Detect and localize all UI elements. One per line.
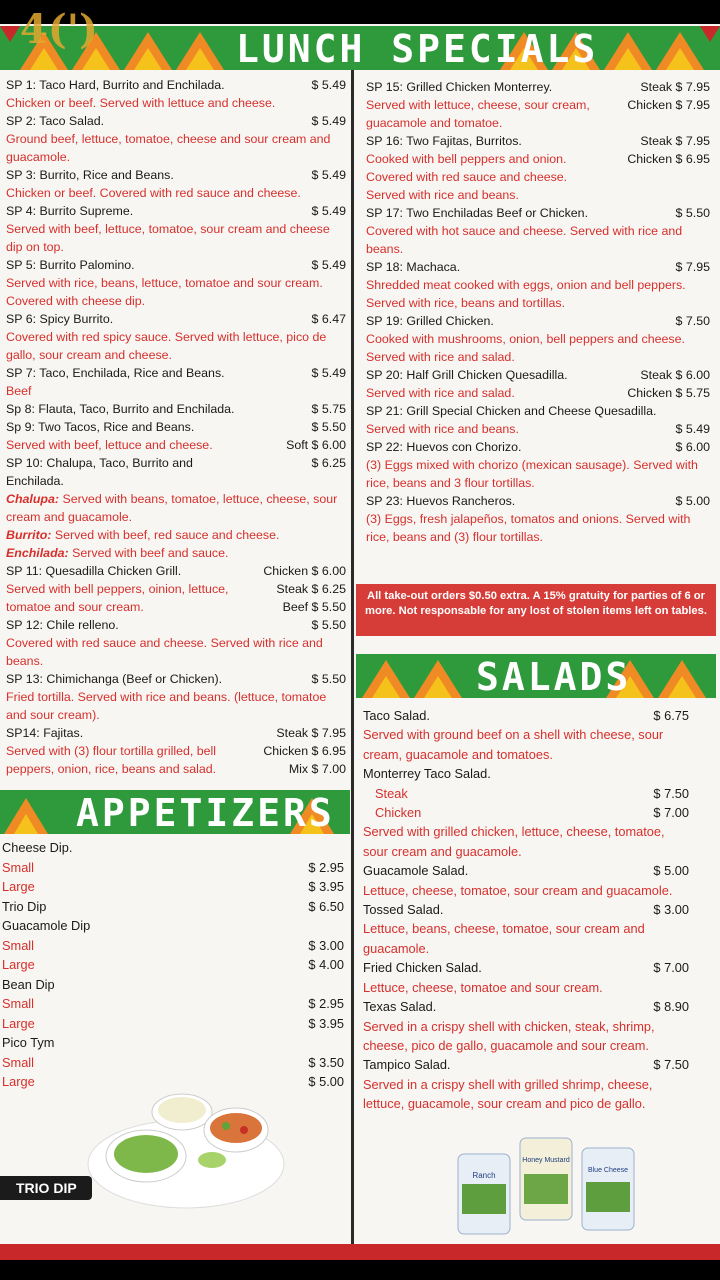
item-sub-label: Burrito: [6,528,52,542]
appetizer-name: Pico Tym [2,1035,55,1050]
item-price: $ 5.00 [675,494,710,508]
appetizer-name: Bean Dip [2,976,55,992]
bottle-label-ranch: Ranch [472,1171,496,1180]
appetizer-name: Small [2,1054,34,1070]
appetizer-name: Large [2,879,35,894]
item-description: Served with rice and salad. [366,386,515,400]
item-name: SP 20: Half Grill Chicken Quesadilla. [366,368,568,382]
item-description: Chicken or beef. Covered with red sauce and cheese. [6,186,301,200]
item-name: SP 2: Taco Salad. [6,114,105,128]
salad-option-price: $ 7.00 [653,805,689,821]
menu-item [6,724,346,778]
menu-item [6,256,346,310]
salad-name: Monterrey Taco Salad. [363,766,491,782]
menu-item [366,492,710,546]
menu-item [6,454,346,562]
salad-item [363,958,689,997]
item-price: $ 5.75 [311,402,346,416]
appetizer-item [2,1072,344,1092]
appetizer-item [2,955,344,975]
item-description: (3) Eggs, fresh jalapeños, tomatos and onions. Served with rice, beans and (3) flour tortillas. [366,512,691,544]
menu-item [366,312,710,366]
item-name: SP 15: Grilled Chicken Monterrey. [366,80,553,94]
appetizer-item [2,897,344,917]
salad-option-price: $ 7.50 [653,785,689,801]
item-description: Beef [6,384,32,398]
salad-item [363,764,689,861]
item-description: Cooked with bell peppers and onion. Covered with red sauce and cheese. Served with rice and beans. [366,152,568,202]
item-price: $ 6.25 [311,456,346,470]
salad-item [363,997,689,1055]
salad-price: $ 8.90 [653,999,689,1015]
item-name: SP 5: Burrito Palomino. [6,258,135,272]
item-price: $ 5.49 [311,168,346,182]
item-name: SP 21: Grill Special Chicken and Cheese Quesadilla. [366,404,657,418]
menu-item [366,78,710,132]
item-sub-label: Chalupa: [6,492,60,506]
item-name: SP 12: Chile relleno. [6,618,119,632]
item-name: SP 18: Machaca. [366,260,461,274]
appetizer-name: Cheese Dip. [2,840,73,855]
lunch-specials-right [366,78,710,546]
item-price: $ 5.50 Soft $ 6.00 [286,420,346,452]
menu-item [6,310,346,364]
salad-description: Lettuce, beans, cheese, tomatoe, sour cream and guacamole. [363,921,645,956]
appetizer-price: $ 2.95 [308,996,344,1011]
salad-option-label: Steak [375,785,408,801]
dressing-bottle [582,1148,634,1230]
salad-description: Served in a crispy shell with grilled shrimp, cheese, lettuce, guacamole, sour cream and pico de gallo. [363,1076,653,1112]
item-description: Covered with red sauce and cheese. Served with rice and beans. [6,636,323,668]
menu-item [366,258,710,312]
appetizer-price: $ 6.50 [308,898,344,914]
item-price: Steak $ 7.95 Chicken $ 6.95 Mix $ 7.00 [263,726,346,776]
item-price: $ 5.49 [311,366,346,380]
menu-item [6,562,346,616]
item-sub-label: Enchilada: [6,546,69,560]
lunch-specials-left [6,76,346,778]
item-name: SP 6: Spicy Burrito. [6,312,114,326]
item-description: Served with beef, lettuce and cheese. [6,438,213,452]
item-description: Covered with red spicy sauce. Served with lettuce, pico de gallo, sour cream and cheese. [6,330,327,362]
item-description: Served with rice and beans. [366,422,519,436]
salad-description: Served with grilled chicken, lettuce, cheese, tomatoe, sour cream and guacamole. [363,824,665,859]
item-name: SP 7: Taco, Enchilada, Rice and Beans. [6,366,225,380]
item-price: $ 5.49 [311,78,346,92]
menu-item [6,418,346,454]
item-description: (3) Eggs mixed with chorizo (mexican sausage). Served with rice, beans and 3 flour tortillas. [366,458,698,490]
item-price: $ 5.49 [311,258,346,272]
appetizer-item [2,1053,344,1073]
appetizer-price: $ 3.95 [308,879,344,894]
menu-item [366,438,710,492]
appetizers-title: APPETIZERS [76,791,335,834]
appetizers-banner [0,790,350,834]
appetizer-price: $ 3.95 [308,1015,344,1031]
item-sub-text: Served with beans, tomatoe, lettuce, cheese, sour cream and guacamole. [6,492,338,524]
item-price: Chicken $ 6.00 Steak $ 6.25 Beef $ 5.50 [263,564,346,614]
appetizer-item [2,1033,344,1053]
item-name: SP 19: Grilled Chicken. [366,314,494,328]
salad-item [363,861,689,900]
item-price: $ 6.00 [675,440,710,454]
appetizer-item [2,936,344,956]
menu-item [6,76,346,112]
item-description: Covered with hot sauce and cheese. Served with rice and beans. [366,224,683,256]
item-sub-description [6,490,346,526]
menu-item [6,202,346,256]
takeout-notice: All take-out orders $0.50 extra. A 15% gratuity for parties of 6 or more. Not responsable for any lost of stolen items left on tables. [356,584,716,636]
salads-banner [356,654,716,698]
salad-name: Tossed Salad. [363,902,444,918]
restaurant-logo: 4(') [20,6,98,53]
appetizer-name: Large [2,957,35,972]
salad-name: Taco Salad. [363,708,430,723]
salad-price: $ 5.00 [653,863,689,879]
menu-item [366,204,710,258]
menu-item [6,166,346,202]
column-divider [351,70,354,1260]
appetizer-price: $ 4.00 [308,957,344,972]
item-price: $ 5.49 [311,114,346,128]
item-description: Fried tortilla. Served with rice and beans. (lettuce, tomatoe and sour cream). [6,690,327,722]
lunch-specials-banner [0,26,720,70]
item-name: Sp 9: Two Tacos, Rice and Beans. [6,420,195,434]
appetizer-name: Large [2,1015,35,1031]
item-name: SP 16: Two Fajitas, Burritos. [366,134,522,148]
item-description: Served with (3) flour tortilla grilled, bell peppers, onion, rice, beans and salad. [6,744,217,776]
appetizer-name: Small [2,996,34,1011]
salads-list [363,706,689,1114]
salad-name: Fried Chicken Salad. [363,960,482,976]
appetizer-name: Guacamole Dip [2,918,91,933]
salad-description: Lettuce, cheese, tomatoe, sour cream and guacamole. [363,882,673,898]
item-name: SP14: Fajitas. [6,726,84,740]
item-name: SP 1: Taco Hard, Burrito and Enchilada. [6,78,225,92]
menu-item [6,112,346,166]
item-price: $ 6.47 [311,312,346,326]
item-name: SP 10: Chalupa, Taco, Burrito and Enchilada. [6,456,193,488]
item-name: SP 22: Huevos con Chorizo. [366,440,522,454]
salads-title: SALADS [476,655,632,698]
trio-dip-plate-image [86,1090,286,1210]
menu-item [6,400,346,418]
appetizer-item [2,975,344,995]
trio-dip-label: TRIO DIP [0,1176,92,1200]
appetizer-price: $ 2.95 [308,859,344,875]
item-description: Served with beef, lettuce, tomatoe, sour cream and cheese dip on top. [6,222,330,254]
item-price: $ 7.50 [675,314,710,328]
salad-price: $ 3.00 [653,902,689,918]
appetizer-name: Small [2,859,34,875]
appetizer-price: $ 3.50 [308,1054,344,1070]
item-sub-text: Served with beef and sauce. [68,546,229,560]
bottle-label-blue-cheese: Blue Cheese [587,1167,629,1174]
menu-item [366,132,710,204]
item-description: Cooked with mushrooms, onion, bell peppers and cheese. Served with rice and salad. [366,332,685,364]
item-sub-description [6,544,346,562]
item-price: $ 5.50 [311,672,346,686]
item-description: Chicken or beef. Served with lettuce and cheese. [6,96,276,110]
salad-description: Served in a crispy shell with chicken, steak, shrimp, cheese, pico de gallo, guacamole and sour cream. [363,1018,655,1053]
item-price: $ 5.49 [311,204,346,218]
salad-name: Guacamole Salad. [363,863,469,879]
appetizer-item [2,994,344,1014]
item-name: SP 17: Two Enchiladas Beef or Chicken. [366,206,589,220]
menu-item [366,402,710,438]
salad-item [363,706,689,764]
menu-item [6,616,346,670]
appetizer-item [2,916,344,936]
bottle-label-honey-mustard: Honey Mustard [522,1157,570,1164]
appetizer-name: Trio Dip [2,898,47,914]
item-price: $ 7.95 [675,260,710,274]
appetizers-list [2,838,344,1092]
salad-description: Lettuce, cheese, tomatoe and sour cream. [363,979,603,995]
dressing-bottles-image [450,1136,650,1236]
appetizer-price: $ 5.00 [308,1074,344,1089]
menu-item [6,670,346,724]
salad-price: $ 6.75 [653,708,689,723]
item-price: $ 5.50 [675,206,710,220]
item-name: SP 3: Burrito, Rice and Beans. [6,168,174,182]
appetizer-item [2,838,344,858]
salad-option-label: Chicken [375,805,422,821]
appetizer-price: $ 3.00 [308,937,344,953]
appetizer-name: Large [2,1074,35,1089]
appetizer-item [2,1014,344,1034]
item-name: SP 13: Chimichanga (Beef or Chicken). [6,672,223,686]
salad-name: Tampico Salad. [363,1057,451,1073]
menu-item [6,364,346,400]
salad-item [363,1055,689,1113]
salad-option [363,803,689,822]
appetizer-item [2,858,344,878]
dressing-bottle [520,1138,572,1220]
lunch-specials-title: LUNCH SPECIALS [236,27,599,70]
salad-name: Texas Salad. [363,999,437,1015]
salad-option [363,784,689,803]
item-sub-description [6,526,346,544]
item-description: Served with lettuce, cheese, sour cream, guacamole and tomatoe. [366,98,590,130]
item-name: SP 23: Huevos Rancheros. [366,494,516,508]
bottom-red-strip [0,1244,720,1260]
dressing-bottle [458,1154,510,1234]
appetizer-item [2,877,344,897]
item-description: Served with rice, beans, lettuce, tomatoe and sour cream. Covered with cheese dip. [6,276,323,308]
salad-price: $ 7.50 [653,1057,689,1073]
item-description: Served with bell peppers, oinion, lettuce, tomatoe and sour cream. [6,582,229,614]
item-price: $ 5.49 [675,422,710,436]
item-price: $ 5.50 [311,618,346,632]
salad-price: $ 7.00 [653,960,689,976]
salad-item [363,900,689,958]
item-description: Ground beef, lettuce, tomatoe, cheese and sour cream and guacamole. [6,132,331,164]
appetizer-name: Small [2,937,34,953]
item-description: Shredded meat cooked with eggs, onion and bell peppers. Served with rice, beans and tortillas. [366,278,686,310]
item-price: Steak $ 6.00 Chicken $ 5.75 [627,368,710,400]
salad-description: Served with ground beef on a shell with cheese, sour cream, guacamole and tomatoes. [363,727,664,762]
item-name: SP 11: Quesadilla Chicken Grill. [6,564,182,578]
menu-item [366,366,710,402]
item-name: SP 4: Burrito Supreme. [6,204,134,218]
item-sub-text: Served with beef, red sauce and cheese. [51,528,280,542]
item-name: Sp 8: Flauta, Taco, Burrito and Enchilada. [6,402,235,416]
item-price: Steak $ 7.95 Chicken $ 6.95 [627,134,710,166]
item-price: Steak $ 7.95 Chicken $ 7.95 [627,80,710,112]
